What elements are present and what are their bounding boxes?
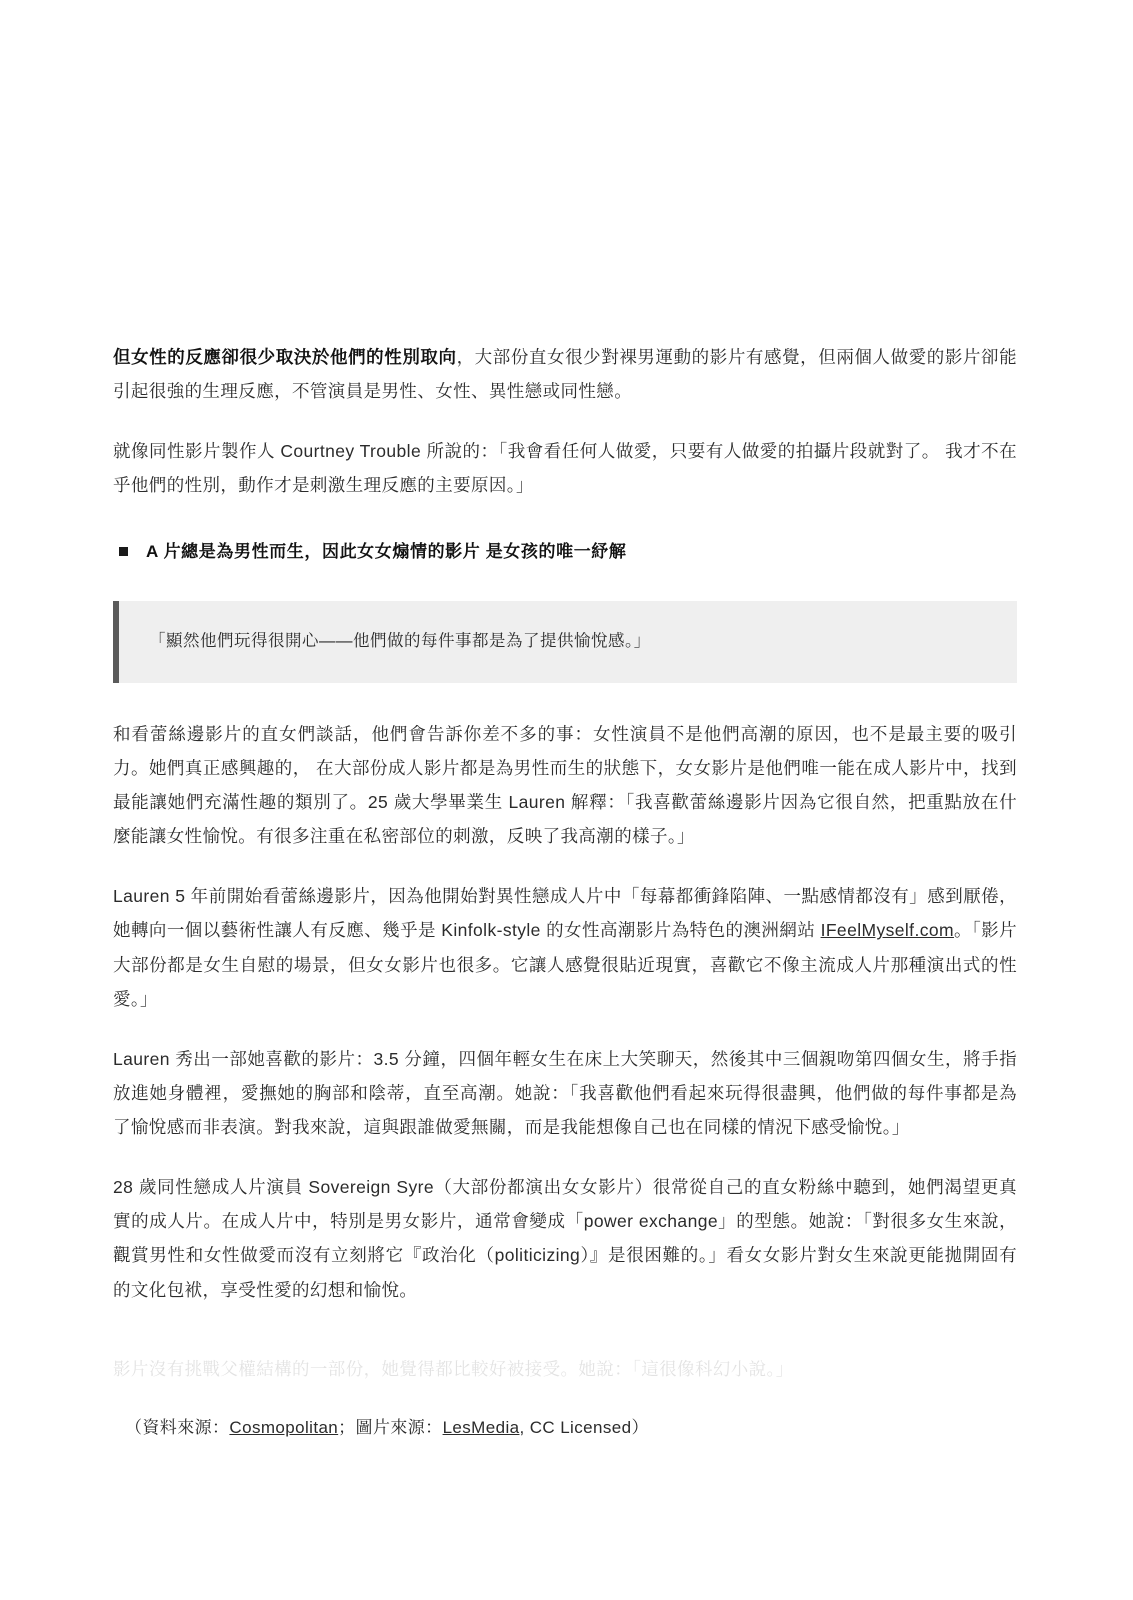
- source-lesmedia-link[interactable]: LesMedia: [442, 1417, 520, 1437]
- bullet-heading-label: A 片總是為男性而生，因此女女煽情的影片 是女孩的唯一紓解: [146, 541, 627, 561]
- faded-cut-off-text: 影片沒有挑戰父權結構的一部份，她覺得都比較好被接受。她說：「這很像科幻小說。」: [113, 1358, 794, 1379]
- square-bullet-icon: [119, 547, 128, 556]
- source-cosmopolitan-link[interactable]: Cosmopolitan: [229, 1417, 339, 1437]
- source-suffix: , CC Licensed）: [519, 1417, 649, 1437]
- paragraph-4-part1: Lauren 5 年前開始看蕾絲邊影片，因為他開始對異性戀成人片中「每幕都衝鋒陷陣、一點感情都沒有」感到厭倦，她轉向一個以藝術性讓人有反應、幾乎是 Kinfolk-style 的女性高潮影片為特色的澳洲網站: [113, 886, 1017, 941]
- paragraph-4-part2: 。「影片大部份都是女生自慰的場景，但女女影片也很多。它讓人感覺很貼近現實，喜歡它不像主流成人片那種演出式的性愛。」: [113, 920, 1017, 1009]
- paragraph-4: [113, 879, 1017, 1016]
- paragraph-6: 28 歲同性戀成人片演員 Sovereign Syre（大部份都演出女女影片）很常從自己的直女粉絲中聽到，她們渴望更真實的成人片。在成人片中，特別是男女影片，通常會變成「power exchange」的型態。她說：「對很多女生來說，觀賞男性和女性做愛而沒有立刻將它『政治化（politicizing）』是很困難的。」看女女影片對女生來說更能拋開固有的文化包袱，享受性愛的幻想和愉悅。: [113, 1177, 1017, 1300]
- paragraph-3: 和看蕾絲邊影片的直女們談話，他們會告訴你差不多的事：女性演員不是他們高潮的原因，也不是最主要的吸引力。她們真正感興趣的， 在大部份成人影片都是為男性而生的狀態下，女女影片是他們唯一能在成人影片中，找到最能讓她們充滿性趣的類別了。25 歲大學畢業生 Lauren 解釋：「我喜歡蕾絲邊影片因為它很自然，把重點放在什麼能讓女性愉悅。有很多注重在私密部位的刺激，反映了我高潮的樣子。」: [113, 723, 1017, 847]
- lead-bold-text: 但女性的反應卻很少取決於他們的性別取向: [113, 347, 457, 367]
- bullet-heading: [113, 537, 1017, 568]
- paragraph-5: Lauren 秀出一部她喜歡的影片：3.5 分鐘，四個年輕女生在床上大笑聊天，然後其中三個親吻第四個女生，將手指放進她身體裡，愛撫她的胸部和陰蒂，直至高潮。她說：「我喜歡他們看起來玩得很盡興，他們做的每件事都是為了愉悅感而非表演。對我來說，這與跟誰做愛無關，而是我能想像自己也在同樣的情況下感受愉悅。」: [113, 1048, 1017, 1138]
- lead-paragraph: [113, 340, 1017, 408]
- source-line: [113, 1411, 1017, 1444]
- source-middle: ；圖片來源：: [338, 1417, 443, 1437]
- lead-rest-text: ，大部份直女很少對裸男運動的影片有感覺，但兩個人做愛的影片卻能引起很強的生理反應，不管演員是男性、女性、異性戀或同性戀。: [113, 347, 1017, 402]
- paragraph-2: 就像同性影片製作人 Courtney Trouble 所說的：「我會看任何人做愛，只要有人做愛的拍攝片段就對了。 我才不在乎他們的性別，動作才是刺激生理反應的主要原因。」: [113, 441, 1017, 496]
- ifeelmyself-link[interactable]: IFeelMyself.com: [820, 920, 954, 941]
- pull-quote: 「顯然他們玩得很開心——他們做的每件事都是為了提供愉悅感。」: [113, 601, 1017, 683]
- source-prefix: （資料來源：: [125, 1417, 230, 1437]
